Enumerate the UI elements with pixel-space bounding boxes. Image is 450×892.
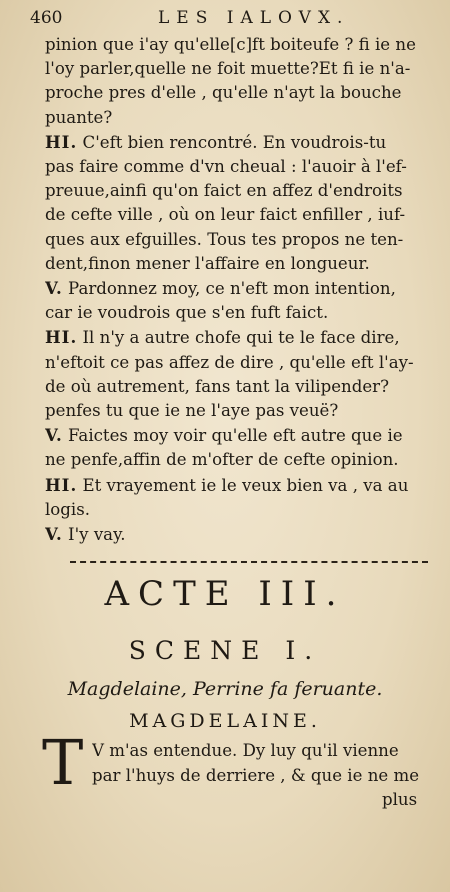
speaker-label: HI. bbox=[45, 131, 78, 152]
speaker-label: HI. bbox=[45, 474, 78, 495]
line-text: proche pres d'elle , qu'elle n'ayt la bouche bbox=[45, 83, 402, 103]
page-number: 460 bbox=[30, 8, 63, 28]
act-title: ACTE III. bbox=[104, 574, 346, 614]
scene-title: SCENE I. bbox=[128, 636, 322, 665]
text-line bbox=[45, 57, 431, 81]
text-line bbox=[45, 448, 431, 472]
text-line: par l'huys de derriere , & que ie ne me bbox=[92, 766, 420, 785]
speaker-label: V. bbox=[45, 425, 63, 446]
line-text: ne penfe,affin de m'ofter de cefte opinion. bbox=[45, 450, 399, 470]
text-line bbox=[45, 375, 431, 399]
line-text: puante? bbox=[45, 107, 113, 127]
text-line bbox=[45, 155, 431, 179]
text-line bbox=[45, 522, 431, 547]
text-line bbox=[45, 130, 431, 155]
line-text: pinion que i'ay qu'elle[c]ft boiteufe ? fi ie ne bbox=[45, 35, 416, 54]
text-line bbox=[45, 325, 431, 350]
line-text: de où autrement, fans tant la vilipender? bbox=[45, 376, 390, 396]
line-text: l'oy parler,quelle ne foit muette?Et fi ie n'a- bbox=[45, 59, 411, 79]
line-text: n'eftoit ce pas affez de dire , qu'elle eft l'ay- bbox=[45, 352, 414, 372]
line-text: penfes tu que ie ne l'aye pas veuë? bbox=[45, 401, 339, 421]
line-text: de cefte ville , où on leur faict enfiller , iuf- bbox=[45, 205, 406, 225]
text-line bbox=[45, 399, 431, 423]
line-text: Il n'y a autre chofe qui te le face dire, bbox=[82, 328, 400, 348]
line-text: pas faire comme d'vn cheual : l'auoir à l'ef- bbox=[45, 157, 407, 177]
speaker-heading: MAGDELAINE. bbox=[129, 710, 321, 732]
running-head: LES IALOVX. bbox=[158, 8, 350, 28]
drop-cap: T bbox=[42, 726, 84, 799]
speaker-label: HI. bbox=[45, 327, 78, 348]
line-text: car ie voudrois que s'en fuft faict. bbox=[45, 303, 329, 323]
text-line bbox=[45, 301, 431, 325]
line-text: preuue,ainfi qu'on faict en affez d'endroits bbox=[45, 181, 403, 201]
speaker-label: V. bbox=[45, 524, 63, 545]
line-text: logis. bbox=[45, 499, 91, 519]
dialogue-text bbox=[45, 33, 431, 547]
line-text: C'eft bien rencontré. En voudrois-tu bbox=[82, 132, 387, 152]
text-line bbox=[45, 473, 431, 498]
scene-characters: Magdelaine, Perrine fa feruante. bbox=[67, 678, 383, 700]
text-line bbox=[45, 498, 431, 522]
text-line bbox=[45, 33, 431, 57]
text-line bbox=[45, 228, 431, 252]
line-text: I'y vay. bbox=[68, 525, 126, 545]
line-text: Et vrayement ie le veux bien va , va au bbox=[82, 475, 409, 495]
page-header bbox=[30, 8, 430, 36]
text-line bbox=[45, 276, 431, 301]
text-line bbox=[45, 179, 431, 203]
catchword: plus bbox=[382, 790, 418, 809]
scene-opening-text bbox=[92, 738, 432, 788]
line-text: Faictes moy voir qu'elle eft autre que ie bbox=[68, 426, 403, 446]
speaker-label: V. bbox=[45, 278, 63, 299]
line-text: Pardonnez moy, ce n'eft mon intention, bbox=[68, 279, 396, 299]
line-text: dent,finon mener l'affaire en longueur. bbox=[45, 253, 370, 273]
text-line bbox=[45, 106, 431, 130]
text-line bbox=[45, 81, 431, 105]
text-line bbox=[45, 203, 431, 227]
text-line bbox=[45, 252, 431, 276]
text-line: V m'as entendue. Dy luy qu'il vienne bbox=[92, 741, 399, 760]
text-line bbox=[45, 423, 431, 448]
line-text: ques aux efguilles. Tous tes propos ne ten- bbox=[45, 229, 404, 249]
ornamental-rule bbox=[70, 561, 428, 565]
text-line bbox=[45, 351, 431, 375]
